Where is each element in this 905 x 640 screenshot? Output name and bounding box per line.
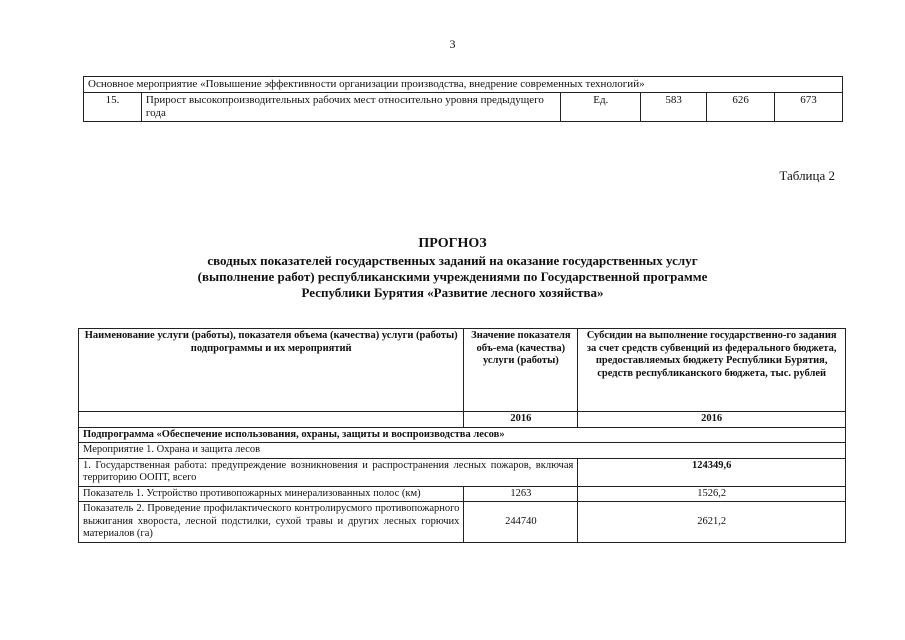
indicator-table — [83, 76, 843, 122]
heading-line: сводных показателей государственных заданий на оказание государственных услуг — [207, 253, 698, 268]
subprogram-row — [79, 427, 846, 443]
header-service-name: Наименование услуги (работы), показателя объема (качества) услуги (работы) подпрограммы и их мероприятий — [79, 329, 464, 412]
indicator-value: 1263 — [464, 486, 578, 502]
value-cell: 583 — [641, 93, 707, 122]
indicator-name: Показатель 1. Устройство противопожарных минерализованных полос (км) — [79, 486, 464, 502]
work-name: 1. Государственная работа: предупреждение возникновения и распространения лесных пожаров, включая территорию ООПТ, всего — [79, 458, 578, 486]
indicator-name: Показатель 2. Проведение профилактического контролирусмого противопожарного выжигания хвороста, лесной подстилки, сухой травы и других лесных горючих материалов (га) — [79, 502, 464, 543]
heading-line: (выполнение работ) республиканскими учреждениями по Государственной программе — [197, 269, 708, 284]
indicator-subsidy: 1526,2 — [578, 486, 846, 502]
indicator-value: 244740 — [464, 502, 578, 543]
table-row — [79, 502, 846, 543]
page-number: 3 — [449, 37, 456, 51]
unit-cell: Ед. — [561, 93, 641, 122]
year-row — [79, 412, 846, 428]
work-row — [79, 458, 846, 486]
table-row — [79, 486, 846, 502]
table-row — [84, 93, 843, 122]
header-indicator-value: Значение показателя объ-ема (качества) услуги (работы) — [464, 329, 578, 412]
year-cell: 2016 — [464, 412, 578, 428]
value-cell: 626 — [707, 93, 775, 122]
header-subsidy: Субсидии на выполнение государственно-го задания за счет средств субвенций из федерального бюджета, предоставляемых бюджету Республики Бурятия, средств республиканского бюджета, тыс. рублей — [578, 329, 846, 412]
document-heading — [0, 236, 905, 301]
heading-title: ПРОГНОЗ — [418, 236, 487, 251]
empty-cell — [79, 412, 464, 428]
activity-title: Мероприятие 1. Охрана и защита лесов — [79, 443, 846, 459]
indicator-subsidy: 2621,2 — [578, 502, 846, 543]
section-row — [84, 77, 843, 93]
section-title: Основное мероприятие «Повышение эффективности организации производства, внедрение современных технологий» — [84, 77, 843, 93]
indicator-name: Прирост высокопроизводительных рабочих мест относительно уровня предыдущего года — [141, 93, 560, 122]
row-number: 15. — [84, 93, 142, 122]
forecast-table — [78, 328, 846, 543]
header-row — [79, 329, 846, 412]
work-subsidy: 124349,6 — [578, 458, 846, 486]
year-cell: 2016 — [578, 412, 846, 428]
activity-row — [79, 443, 846, 459]
value-cell: 673 — [775, 93, 843, 122]
table-label: Таблица 2 — [779, 168, 835, 183]
subprogram-title: Подпрограмма «Обеспечение использования, охраны, защиты и воспроизводства лесов» — [79, 427, 846, 443]
heading-line: Республики Бурятия «Развитие лесного хозяйства» — [301, 285, 604, 300]
